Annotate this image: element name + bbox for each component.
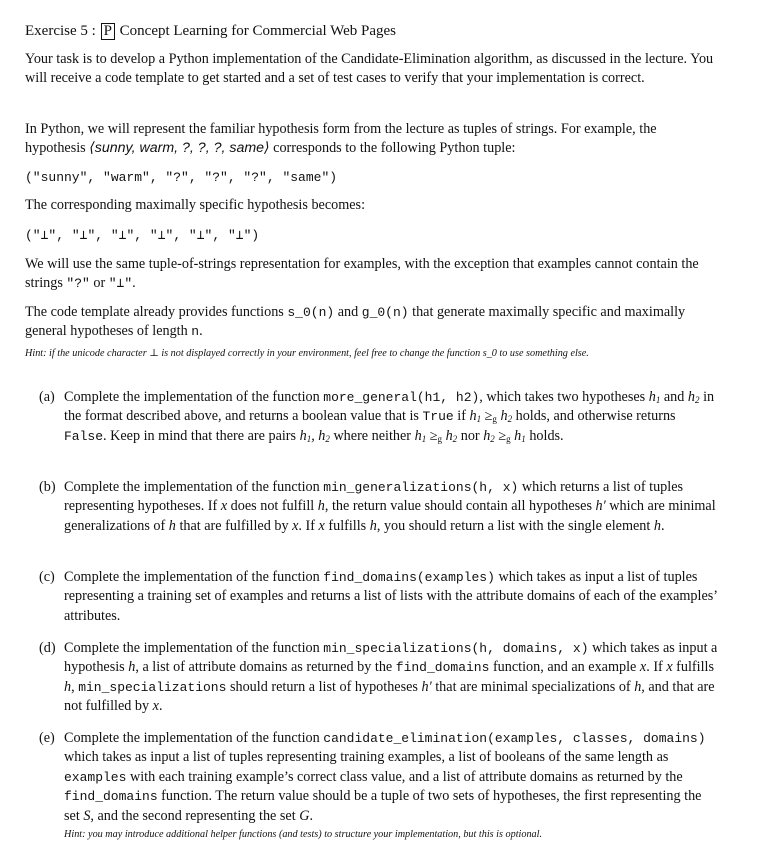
exercise-number: Exercise 5 :: [25, 23, 96, 39]
fn-min-generalizations: min_generalizations(h, x): [323, 480, 519, 495]
representation-paragraph: In Python, we will represent the familiar hypothesis form from the lecture as tuples of strings. For example, the hypothesis ⟨sunny, warm, ?, ?, ?, same⟩ corresponds to the following Python tuple:: [25, 121, 657, 157]
code-specific-tuple: ("⊥", "⊥", "⊥", "⊥", "⊥", "⊥"): [25, 228, 260, 243]
task-c: (c) Complete the implementation of the function find_domains(examples) which takes as input a list of tuples representing a training set of examples and returns a list of lists with the attribute domains of each of the examples’ attributes.: [39, 569, 717, 624]
hypothesis-math: ⟨sunny, warm, ?, ?, ?, same⟩: [89, 140, 270, 157]
fn-find-domains: find_domains(examples): [323, 570, 495, 585]
examples-note: We will use the same tuple-of-strings representation for examples, with the exception that examples cannot contain the strings "?" or "⊥".: [25, 256, 699, 292]
specific-intro: The corresponding maximally specific hypothesis becomes:: [25, 197, 366, 213]
task-a: (a) Complete the implementation of the function more_general(h1, h2), which takes two hypotheses $h_1$ and $h_2$ in the format described above, and returns a boolean value that is True if $h_1 \ge_g$ $h_2$ holds, and otherwise returns False. Keep in mind that there are pairs $h_1$, $h_2$ where neither $h_1 \ge_g$ $h_2$ nor $h_2 \ge_g$ $h_1$ holds.: [39, 389, 715, 444]
exercise-title: [25, 22, 396, 41]
hint-helpers: Hint: you may introduce additional helper functions (and tests) to structure your implementation, but this is optional.: [64, 829, 543, 841]
task-e: (e) Complete the implementation of the function candidate_elimination(examples, classes, domains) which takes as input a list of tuples representing training examples, a list of booleans of the same length as examples with each training example’s correct class value, and a list of attribute domains as returned by the find_domains function. The return value should be a tuple of two sets of hypotheses, the first representing the set S, and the second representing the set G. Hint: you may introduce additional helper functions (and tests) to structure your implementation, but this is optional.: [39, 729, 719, 842]
fn-more-general: more_general(h1, h2): [323, 390, 480, 405]
g0-function: g_0(n): [361, 305, 409, 320]
task-b: (b) Complete the implementation of the function min_generalizations(h, x) which returns a list of tuples representing hypotheses. If x does not fulfill h, the return value should contain all hypotheses h′ which are minimal generalizations of h that are fulfilled by x. If x fulfills h, you should return a list with the single element h.: [39, 479, 716, 534]
exercise-title-text: Concept Learning for Commercial Web Pages: [119, 23, 397, 39]
code-example-tuple: ("sunny", "warm", "?", "?", "?", "same"): [25, 170, 338, 185]
s0-function: s_0(n): [287, 305, 335, 320]
hint-unicode: Hint: if the unicode character ⊥ is not displayed correctly in your environment, feel free to change the function s_0 to use something else.: [25, 348, 589, 359]
task-d: (d) Complete the implementation of the function min_specializations(h, domains, x) which takes as input a hypothesis h, a list of attribute domains as returned by the find_domains function, and an example x. If x fulfills h, min_specializations should return a list of hypotheses h′ that are minimal specializations of h, and that are not fulfilled by x.: [39, 640, 718, 715]
fn-min-specializations: min_specializations(h, domains, x): [323, 641, 589, 656]
fn-candidate-elimination: candidate_elimination(examples, classes, domains): [323, 731, 706, 746]
intro-paragraph: Your task is to develop a Python implementation of the Candidate-Elimination algorithm, as discussed in the lecture. You will receive a code template to get started and a set of test cases to verify that your implementation is correct.: [25, 51, 714, 87]
practical-badge: P: [101, 23, 115, 40]
template-note: The code template already provides functions s_0(n) and g_0(n) that generate maximally specific and maximally general hypotheses of length n.: [25, 304, 686, 340]
